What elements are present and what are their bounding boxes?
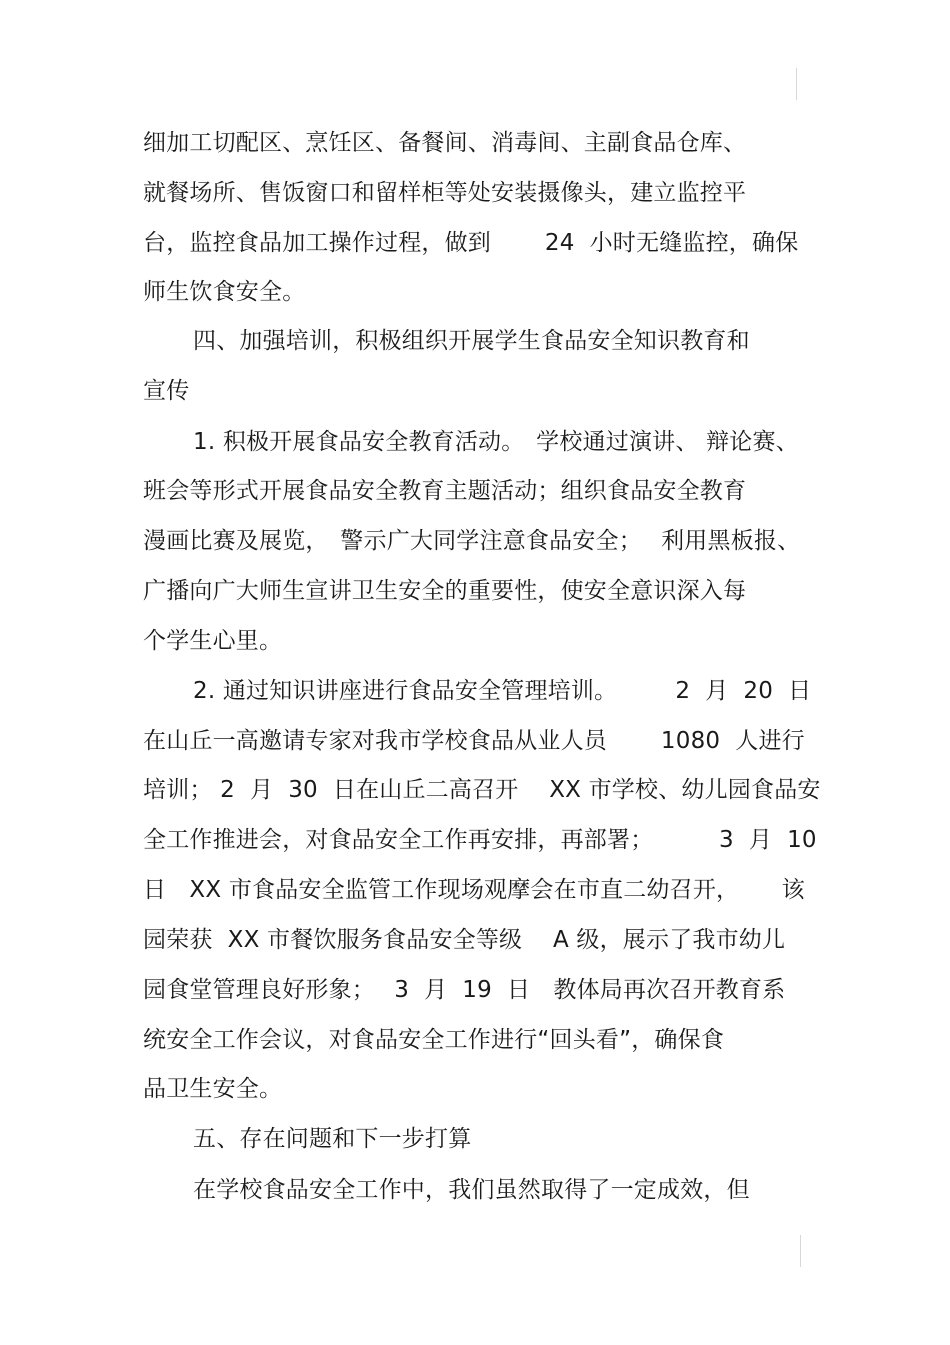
body-text-line: 品卫生安全。 [143,1076,283,1102]
body-text-line: 台，监控食品加工操作过程，做到 24 小时无缝监控，确保 [143,230,799,256]
body-text-line: 在学校食品安全工作中，我们虽然取得了一定成效，但 [193,1177,750,1203]
body-text-line: 1. 积极开展食品安全教育活动。 学校通过演讲、 辩论赛、 [193,429,799,455]
page-corner-mark-bottom [800,1235,801,1267]
body-text-line: 就餐场所、售饭窗口和留样柜等处安装摄像头，建立监控平 [143,180,747,206]
body-text-line: 日 XX 市食品安全监管工作现场观摩会在市直二幼召开， 该 [143,877,805,903]
body-text-line: 2. 通过知识讲座进行食品安全管理培训。 2 月 20 日 [193,678,812,704]
body-text-line: 细加工切配区、烹饪区、备餐间、消毒间、主副食品仓库、 [143,130,747,156]
body-text-line: 在山丘一高邀请专家对我市学校食品从业人员 1080 人进行 [143,728,805,754]
body-text-line: 师生饮食安全。 [143,279,306,305]
section-heading-continued: 宣传 [143,378,190,404]
body-text-line: 园荣获 XX 市餐饮服务食品安全等级 A 级，展示了我市幼儿 [143,927,786,953]
page-corner-mark-top [796,68,797,100]
section-heading: 五、存在问题和下一步打算 [193,1126,472,1152]
section-heading: 四、加强培训，积极组织开展学生食品安全知识教育和 [193,328,750,354]
body-text-line: 园食堂管理良好形象； 3 月 19 日 教体局再次召开教育系 [143,977,786,1003]
body-text-line: 统安全工作会议，对食品安全工作进行“回头看”，确保食 [143,1027,725,1053]
body-text-line: 培训； 2 月 30 日在山丘二高召开 XX 市学校、幼儿园食品安 [143,777,821,803]
body-text-line: 全工作推进会，对食品安全工作再安排，再部署； 3 月 10 [143,827,817,853]
body-text-line: 班会等形式开展食品安全教育主题活动；组织食品安全教育 [143,478,747,504]
body-text-line: 个学生心里。 [143,628,283,654]
body-text-line: 漫画比赛及展览， 警示广大同学注意食品安全； 利用黑板报、 [143,528,801,554]
body-text-line: 广播向广大师生宣讲卫生安全的重要性，使安全意识深入每 [143,578,747,604]
